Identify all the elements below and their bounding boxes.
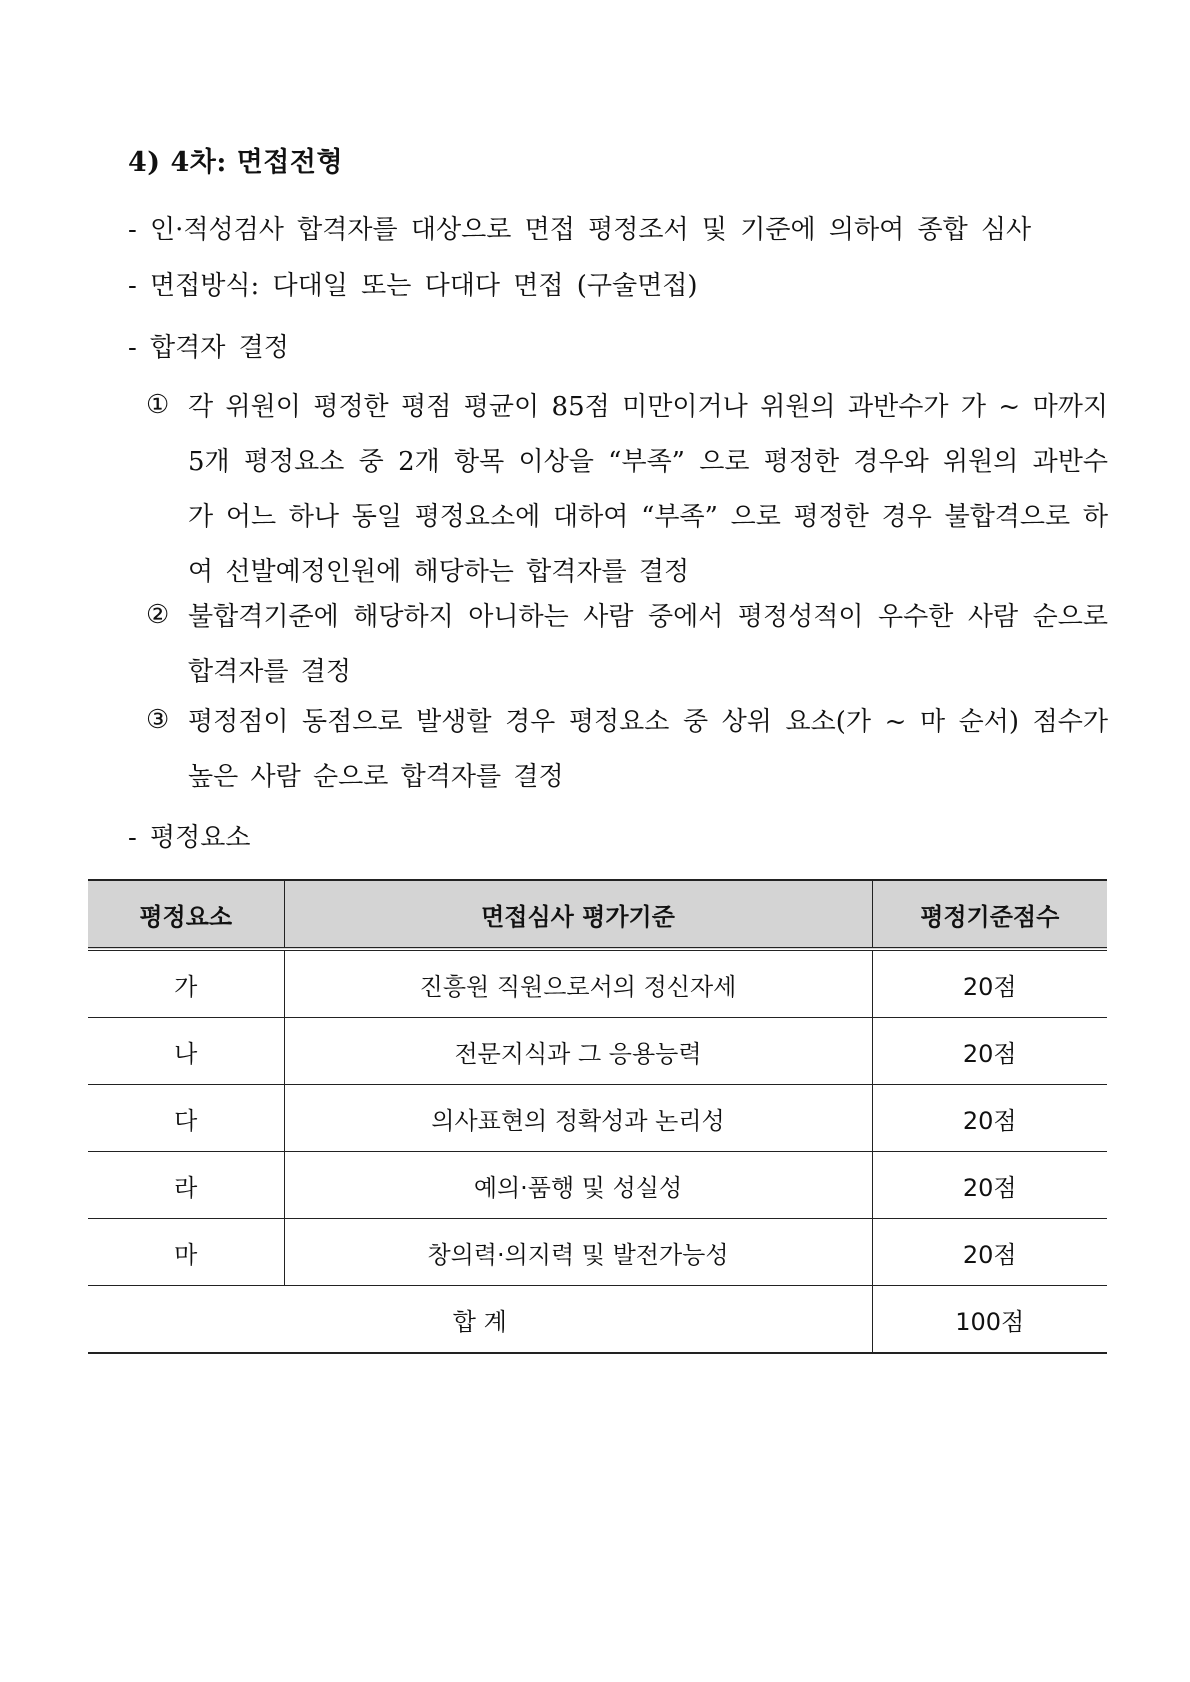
score-cell: 20점	[872, 949, 1107, 1018]
element-cell: 나	[88, 1018, 284, 1085]
item-number: ①	[146, 390, 170, 420]
item-number: ③	[146, 705, 170, 735]
item-number: ②	[146, 600, 170, 630]
element-cell: 다	[88, 1085, 284, 1152]
table-row	[88, 1085, 1107, 1152]
table-row	[88, 1152, 1107, 1219]
header-score: 평정기준점수	[872, 880, 1107, 949]
table-total-row	[88, 1286, 1107, 1354]
bullet-interview-method: - 면접방식: 다대일 또는 다대다 면접 (구술면접)	[128, 271, 698, 301]
element-cell: 가	[88, 949, 284, 1018]
score-cell: 20점	[872, 1152, 1107, 1219]
criterion-cell: 창의력·의지력 및 발전가능성	[284, 1219, 872, 1286]
criterion-cell: 예의·품행 및 성실성	[284, 1152, 872, 1219]
table-row	[88, 1018, 1107, 1085]
header-element: 평정요소	[88, 880, 284, 949]
score-cell: 20점	[872, 1219, 1107, 1286]
item-text: 불합격기준에 해당하지 아니하는 사람 중에서 평정성적이 우수한 사람 순으로 합격자를 결정	[188, 602, 1108, 687]
table-row	[88, 1219, 1107, 1286]
criterion-cell: 전문지식과 그 응용능력	[284, 1018, 872, 1085]
score-cell: 20점	[872, 1085, 1107, 1152]
header-criterion: 면접심사 평가기준	[284, 880, 872, 949]
bullet-eligibility: - 인·적성검사 합격자를 대상으로 면접 평정조서 및 기준에 의하여 종합 심사	[128, 215, 1032, 245]
total-score-cell: 100점	[872, 1286, 1107, 1354]
criterion-cell: 의사표현의 정확성과 논리성	[284, 1085, 872, 1152]
criterion-cell: 진흥원 직원으로서의 정신자세	[284, 949, 872, 1018]
bullet-evaluation-elements: - 평정요소	[128, 823, 251, 853]
element-cell: 마	[88, 1219, 284, 1286]
item-text: 평정점이 동점으로 발생할 경우 평정요소 중 상위 요소(가 ~ 마 순서) 점수가 높은 사람 순으로 합격자를 결정	[188, 707, 1108, 792]
item-text: 각 위원이 평정한 평점 평균이 85점 미만이거나 위원의 과반수가 가 ~ 마까지 5개 평정요소 중 2개 항목 이상을 “부족” 으로 평정한 경우와 위원의 과반수가 어느 하나 동일 평정요소에 대하여 “부족” 으로 평정한 경우 불합격으로 하여 선발예정인원에 해당하는 합격자를 결정	[188, 392, 1108, 587]
element-cell: 라	[88, 1152, 284, 1219]
total-label-cell: 합 계	[88, 1286, 872, 1354]
section-heading: 4) 4차: 면접전형	[128, 147, 344, 178]
score-cell: 20점	[872, 1018, 1107, 1085]
table-header-row	[88, 880, 1107, 949]
table-row	[88, 949, 1107, 1018]
evaluation-table	[88, 879, 1107, 1354]
bullet-decision: - 합격자 결정	[128, 333, 289, 363]
